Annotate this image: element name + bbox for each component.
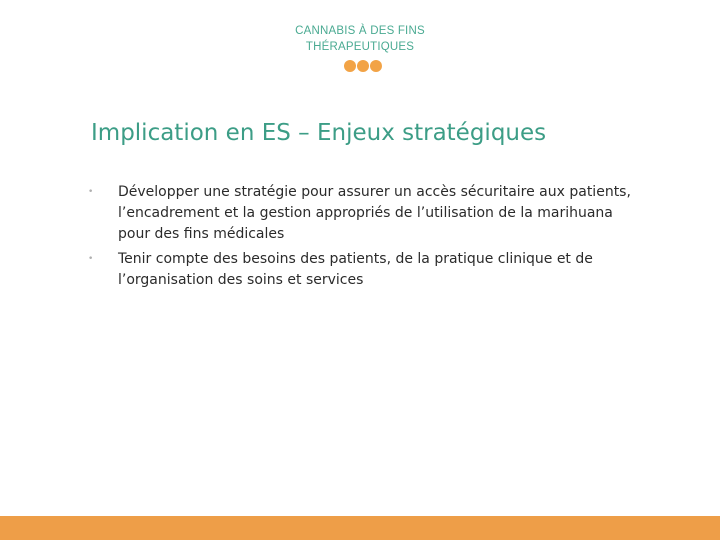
footer-bar	[0, 516, 720, 540]
header-line-1: CANNABIS À DES FINS	[295, 25, 425, 37]
bullet-item	[88, 182, 633, 245]
bullet-marker-icon: •	[88, 254, 94, 264]
bullet-text: Tenir compte des besoins des patients, de la pratique clinique et de l’organisation des soins et services	[118, 251, 593, 288]
bullet-list	[88, 182, 633, 295]
bullet-marker-icon: •	[88, 187, 94, 197]
bullet-text: Développer une stratégie pour assurer un accès sécuritaire aux patients, l’encadrement et la gestion appropriés de l’utilisation de la marihuana pour des fins médicales	[118, 184, 631, 242]
slide-title: Implication en ES – Enjeux stratégiques	[91, 120, 547, 146]
header-line-2: THÉRAPEUTIQUES	[305, 41, 415, 53]
dot-icon	[370, 60, 382, 72]
dot-icon	[357, 60, 369, 72]
slide-header	[0, 23, 720, 55]
bullet-item	[88, 249, 633, 291]
dot-icon	[344, 60, 356, 72]
decorative-dots	[343, 60, 383, 74]
